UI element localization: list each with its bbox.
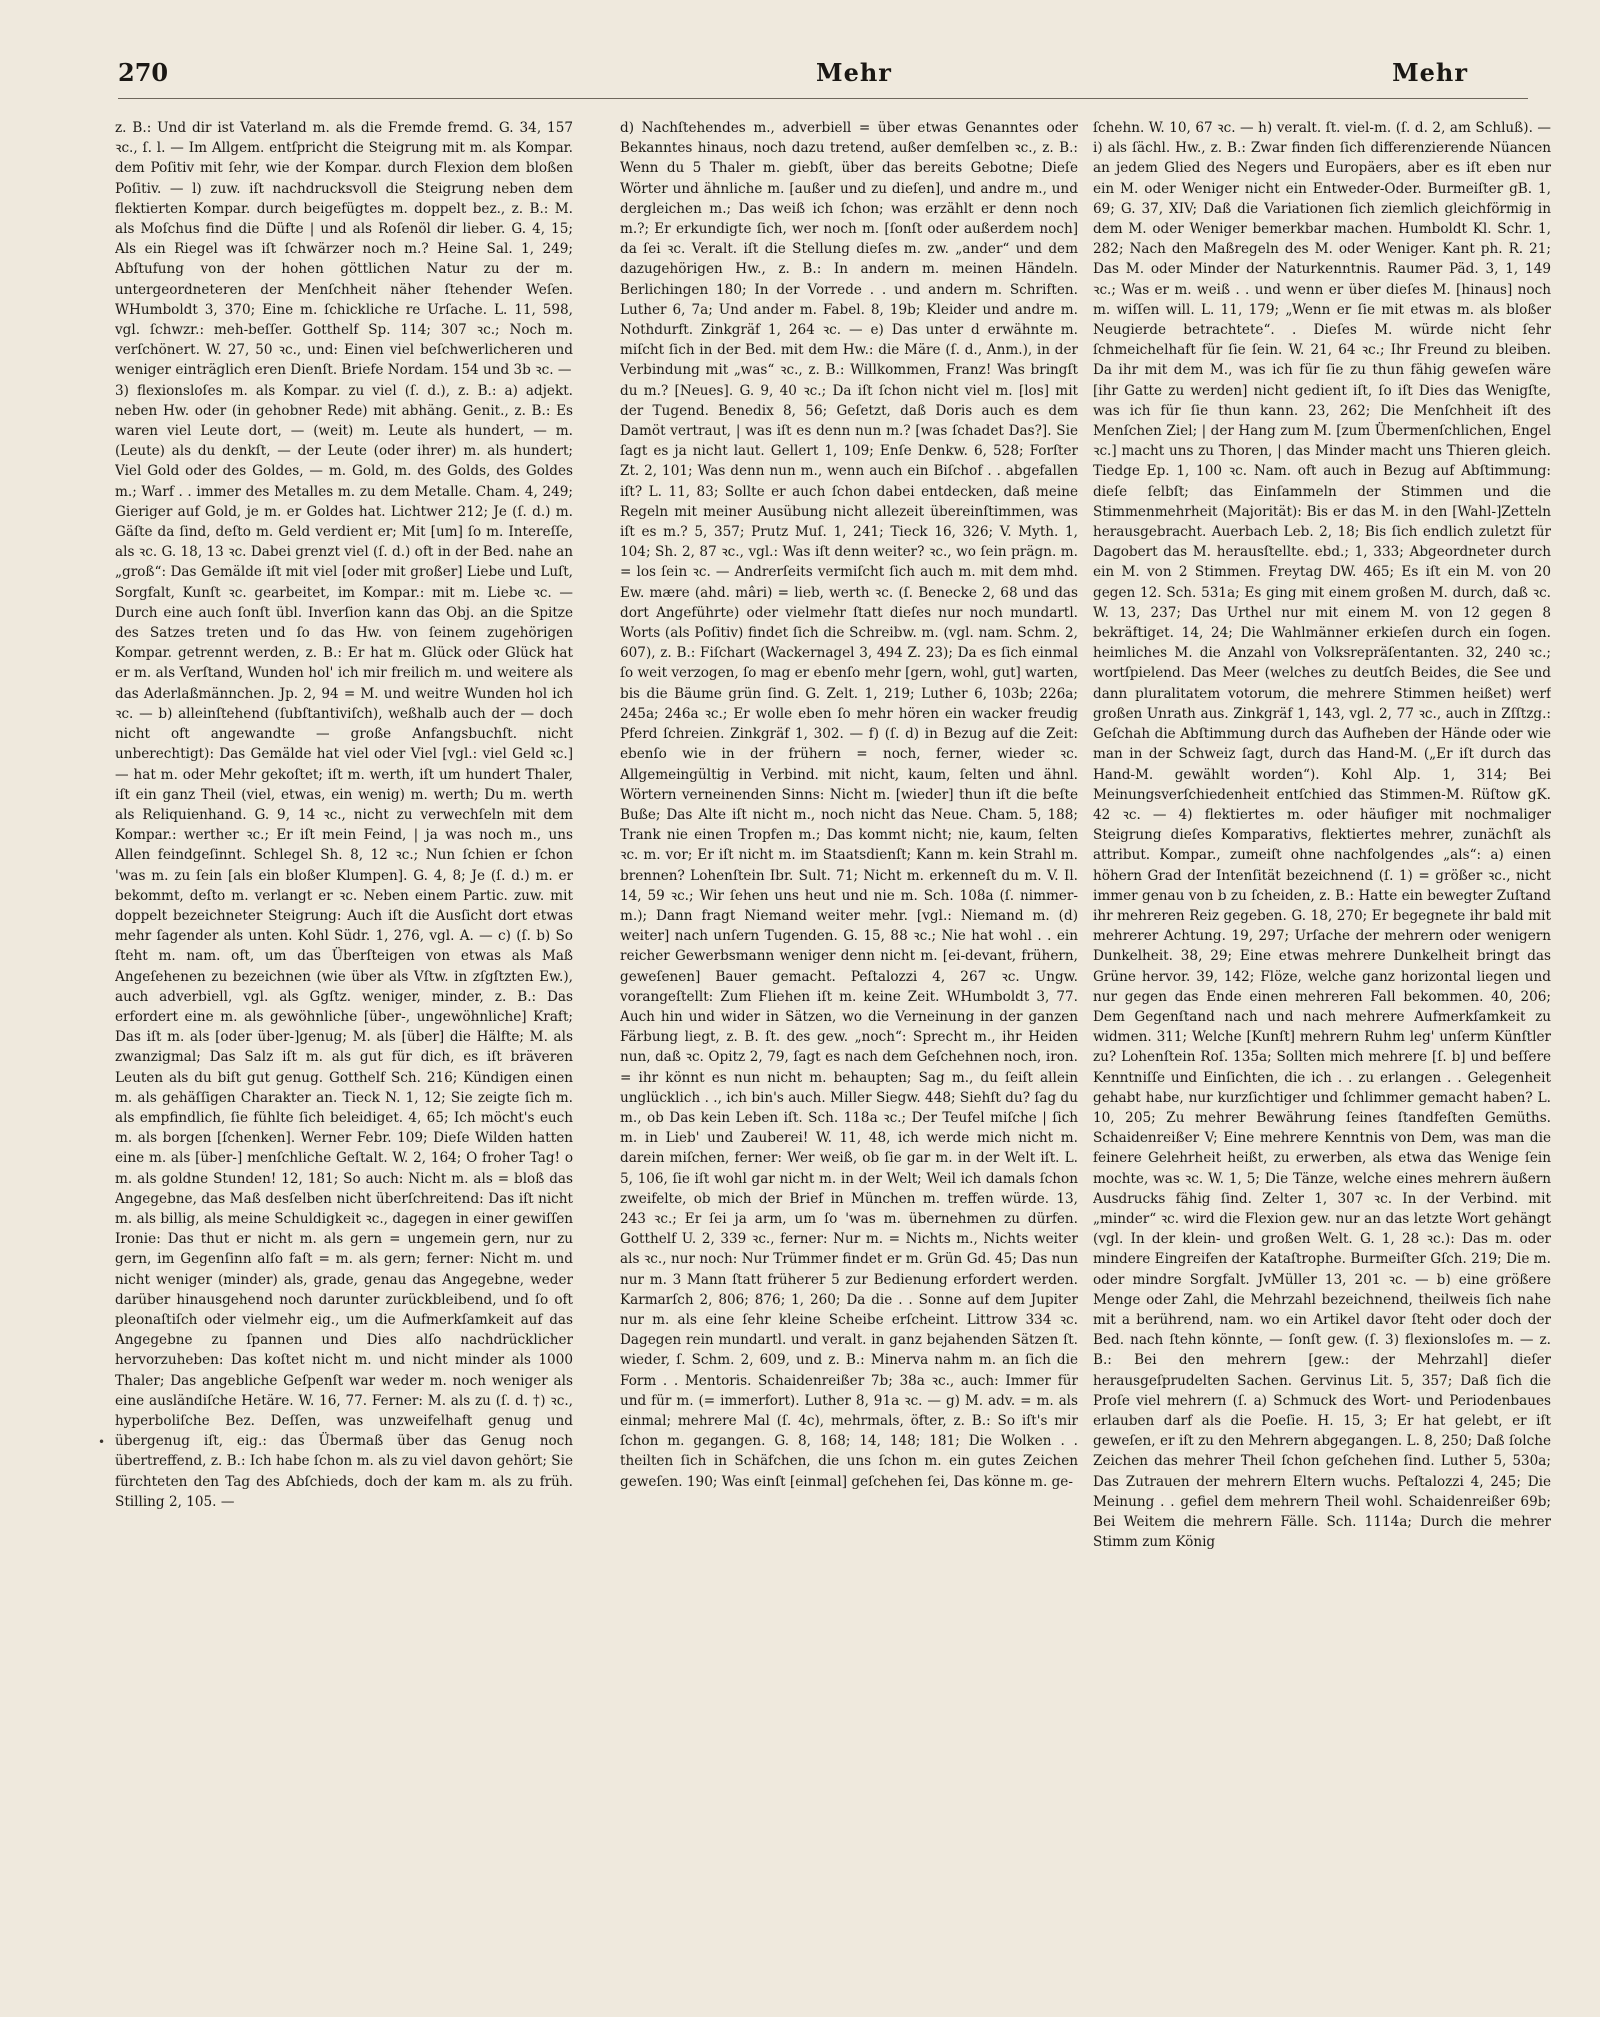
entry-paragraph: d) Nachſtehendes m., adverbiell = über etwas Genanntes oder Bekanntes hinaus, noch dazu tretend, außer demſelben ꝛc., z. B.: Wenn du 5 Thaler m. giebſt, über das bereits Gebotne; Dieſe Wörter und ähnliche m. [außer und zu dieſen], und andre m., und dergleichen m.; Das weiß ich ſchon; was erzählt er denn noch m.?; Er erkundigte ſich, wer noch m. [ſonſt oder außerdem noch] da ſei ꝛc. Veralt. iſt die Stellung dieſes m. zw. „ander“ und dem dazugehörigen Hw., z. B.: In andern m. meinen Händeln. Berlichingen 180; In der Vorrede . . und andern m. Schriften. Luther 6, 7a; Und ander m. Fabel. 8, 19b; Kleider und andre m. Nothdurft. Zinkgräf 1, 264 ꝛc. — e) Das unter d erwähnte m. miſcht ſich in der Bed. mit dem Hw.: die Märe (ſ. d., Anm.), in der Verbindung mit „was“ ꝛc., z. B.: Willkommen, Franz! Was bringſt du m.? [Neues]. G. 9, 40 ꝛc.; Da iſt ſchon nicht viel m. [los] mit der Tugend. Benedix 8, 56; Geſetzt, daß Doris auch es dem Damöt vertraut, | was iſt es denn nun m.? [was ſchadet Das?]. Sie ſagt es ja nicht laut. Gellert 1, 109; Enſe Denkw. 6, 528; Forſter Zt. 2, 101; Was denn nun m., wenn auch ein Biſchof . . abgefallen iſt? L. 11, 83; Sollte er auch ſchon dabei entdecken, daß meine Regeln mit meiner Ausübung nicht allezeit übereinſtimmen, was iſt es m.? 5, 357; Prutz Muſ. 1, 241; Tieck 16, 326; V. Myth. 1, 104; Sh. 2, 87 ꝛc., vgl.: Was iſt denn weiter? ꝛc., wo ſein prägn. m. = los ſein ꝛc. — Andrerſeits vermiſcht ſich auch m. mit dem mhd. Ew. mære (ahd. mâri) = lieb, werth ꝛc. (ſ. Benecke 2, 68 und das dort Angeführte) oder vielmehr ſtatt dieſes nur noch mundartl. Worts (als Poſitiv) findet ſich die Schreibw. m. (vgl. nam. Schm. 2, 607), z. B.: Fiſchart (Wackernagel 3, 494 Z. 23); Da es ſich einmal ſo weit verzogen, ſo mag er ebenſo mehr [gern, wohl, gut] warten, bis die Bäume grün ſind. G. Zelt. 1, 219; Luther 6, 103b; 226a; 245a; 246a ꝛc.; Er wolle eben ſo mehr hören ein wacker freudig Pferd ſchreien. Zinkgräf 1, 302. — f) (ſ. d) in Bezug auf die Zeit: ebenſo wie in der frühern = noch, ferner, wieder ꝛc. Allgemeingültig in Verbind. mit nicht, kaum, ſelten und ähnl. Wörtern verneinenden Sinns: Nicht m. [wieder] thun iſt die beſte Buße; Das Alte iſt nicht m., noch nicht das Neue. Cham. 5, 188; Trank nie einen Tropfen m.; Das kommt nicht; nie, kaum, ſelten ꝛc. m. vor; Er iſt nicht m. im Staatsdienſt; Kann m. kein Strahl m. brennen? Lohenſtein Ibr. Sult. 71; Nicht m. erkenneſt du m. V. Il. 14, 59 ꝛc.; Wir ſehen uns heut und nie m. Sch. 108a (ſ. nimmer-m.); Dann fragt Niemand weiter mehr. [vgl.: Niemand m. (d) weiter] nach unſern Tugenden. G. 15, 88 ꝛc.; Nie hat wohl . . ein reicher Gewerbsmann weniger denn nicht m. [ei-devant, frühern, geweſenen] Bauer gemacht. Peſtalozzi 4, 267 ꝛc. Ungw. vorangeſtellt: Zum Fliehen iſt m. keine Zeit. WHumboldt 3, 77. Auch hin und wider in Sätzen, wo die Verneinung in der ganzen Färbung liegt, z. B. ſt. des gew. „noch“: Sprecht m., ihr Heiden nun, daß ꝛc. Opitz 2, 79, ſagt es nach dem Geſchehnen noch, iron. = ihr könnt es nun nicht m. behaupten; Sag m., du ſeiſt allein unglücklich . ., ich bin's auch. Miller Siegw. 448; Siehſt du? ſag du m., ob Das kein Leben iſt. Sch. 118a ꝛc.; Der Teufel miſche | ſich m. in Lieb' und Zauberei! W. 11, 48, ich werde mich nicht m. darein miſchen, ferner: Wer weiß, ob ſie gar m. in der Welt iſt. L. 5, 106, ſie iſt wohl gar nicht m. in der Welt; Weil ich damals ſchon zweifelte, ob mich der Brief in München m. treffen würde. 13, 243 ꝛc.; Er ſei ja arm, um ſo 'was m. übernehmen zu dürfen. Gotthelf U. 2, 339 ꝛc., ferner: Nur m. = Nichts m., Nichts weiter als ꝛc., nur noch: Nur Trümmer findet er m. Grün Gd. 45; Das nun nur m. 3 Mann ſtatt früherer 5 zur Bedienung erfordert werden. Karmarſch 2, 806; 876; 1, 260; Da die . . Sonne auf dem Jupiter nur m. als eine ſehr kleine Scheibe erſcheint. Littrow 334 ꝛc. Dagegen rein mundartl. und veralt. in ganz bejahenden Sätzen ſt. wieder, ſ. Schm. 2, 609, und z. B.: Minerva nahm m. an ſich die Form . . Mentoris. Schaidenreißer 7b; 38a ꝛc., auch: Immer für und für m. (= immerfort). Luther 8, 91a ꝛc. — g) M. adv. = m. als einmal; mehrere Mal (ſ. 4c), mehrmals, öfter, z. B.: So iſt's mir ſchon m. gegangen. G. 8, 168; 14, 148; 181; Die Wolken . . theilten ſich in Schäfchen, die uns ſchon m. ein gutes Zeichen geweſen. 190; Was einſt [einmal] geſchehen ſei, Das könne m. ge- [620, 120, 1078, 1490]
text-column-right [1093, 118, 1551, 1988]
entry-paragraph: 3) flexionsloſes m. als Kompar. zu viel (ſ. d.), z. B.: a) adjekt. neben Hw. oder (in gehobner Rede) mit abhäng. Genit., z. B.: Es waren viel Leute dort, — (weit) m. Leute als hundert, — m. (Leute) als du denkſt, — der Leute (oder ihrer) m. als hundert; Viel Gold oder des Goldes, — m. Gold, m. des Golds, des Goldes m.; Warf . . immer des Metalles m. zu dem Metalle. Cham. 4, 249; Gieriger auf Gold, je m. er Goldes hat. Lichtwer 212; Je (ſ. d.) m. Gäſte da ſind, deſto m. Geld verdient er; Mit [um] ſo m. Intereſſe, als ꝛc. G. 18, 13 ꝛc. Dabei grenzt viel (ſ. d.) oft in der Bed. nahe an „groß“: Das Gemälde iſt mit viel [oder mit großer] Liebe und Luſt, Sorgfalt, Kunſt ꝛc. gearbeitet, im Kompar.: mit m. Liebe ꝛc. — Durch eine auch ſonſt übl. Inverſion kann das Obj. an die Spitze des Satzes treten und ſo das Hw. von ſeinem zugehörigen Kompar. getrennt werden, z. B.: Er hat m. Glück oder Glück hat er m. als Verſtand, Wunden hol' ich mir freilich m. und weitere als das Aderlaßmännchen. Jp. 2, 94 = M. und weitre Wunden hol ich ꝛc. — b) alleinſtehend (ſubſtantiviſch), weßhalb auch der — doch nicht oft angewandte — große Anfangsbuchſt. nicht unberechtigt): Das Gemälde hat viel oder Viel [vgl.: viel Geld ꝛc.] — hat m. oder Mehr gekoſtet; iſt m. werth, iſt um hundert Thaler, iſt ein ganz Theil (viel, etwas, ein wenig) m. werth; Du m. werth als Reliquienhand. G. 9, 14 ꝛc., nicht zu verwechſeln mit dem Kompar.: werther ꝛc.; Er iſt mein Feind, | ja was noch m., uns Allen feindgeſinnt. Schlegel Sh. 8, 12 ꝛc.; Nun ſchien er ſchon 'was m. zu ſein [als ein bloßer Klumpen]. G. 4, 8; Je (ſ. d.) m. er bekommt, deſto m. verlangt er ꝛc. Neben einem Partic. zuw. mit doppelt bezeichneter Steigrung: Auch iſt die Ausſicht dort etwas mehr ſagender als unten. Kohl Südr. 1, 276, vgl. A. — c) (ſ. b) So ſteht m. nam. oft, um das Überſteigen von etwas als Maß Angeſehenen zu bezeichnen (wie über als Vſtw. in zſgſtzten Ew.), auch adverbiell, vgl. als Ggſtz. weniger, minder, z. B.: Das erfordert eine m. als gewöhnliche [über-, ungewöhnliche] Kraft; Das iſt m. als [oder über-]genug; M. als [über] die Hälfte; M. als zwanzigmal; Das Salz iſt m. als gut für dich, es iſt bräveren Leuten als du biſt gut genug. Gotthelf Sch. 216; Kündigen einen m. als gehäſſigen Charakter an. Tieck N. 1, 12; Sie zeigte ſich m. als empfindlich, ſie fühlte ſich beleidiget. 4, 65; Ich möcht's euch m. als borgen [ſchenken]. Werner Febr. 109; Dieſe Wilden hatten eine m. als [über-] menſchliche Geſtalt. W. 2, 164; O froher Tag! o m. als goldne Stunden! 12, 181; So auch: Nicht m. als = bloß das Angegebne, das Maß desſelben nicht überſchreitend: Das iſt nicht m. als billig, als meine Schuldigkeit ꝛc., dagegen in einer gewiſſen Ironie: Das thut er nicht m. als gern = ungemein gern, nur zu gern, im Gegenſinn alſo faſt = m. als gern; ferner: Nicht m. und nicht weniger (minder) als, grade, genau das Angegebne, weder darüber hinausgehend noch darunter zurückbleibend, und ſo oft pleonaſtiſch oder vielmehr eig., um die Aufmerkſamkeit auf das Angegebne zu ſpannen und Dies alſo nachdrücklicher hervorzuheben: Das koſtet nicht m. und nicht minder als 1000 Thaler; Das angebliche Geſpenſt war weder m. noch weniger als eine ausländiſche Hetäre. W. 16, 77. Ferner: M. als zu (ſ. d. †) ꝛc., hyperboliſche Bez. Deſſen, was unzweifelhaft genug und übergenug iſt, eig.: das Übermaß über das Genug noch übertreffend, z. B.: Ich habe ſchon m. als zu viel davon gehört; Sie fürchteten den Tag des Abſchieds, doch der kam m. als zu früh. Stilling 2, 105. — [115, 382, 573, 1510]
entry-paragraph: ſchehn. W. 10, 67 ꝛc. — h) veralt. ſt. viel-m. (ſ. d. 2, am Schluß). — i) als ſächl. Hw., z. B.: Zwar finden ſich differenzierende Nüancen an jedem Glied des Negers und Europäers, aber es iſt eben nur ein M. oder Weniger nicht ein Entweder-Oder. Burmeiſter gB. 1, 69; G. 37, XIV; Daß die Variationen ſich ziemlich gleichförmig in dem M. oder Weniger bemerkbar machen. Humboldt Kl. Schr. 1, 282; Nach den Maßregeln des M. oder Weniger. Kant ph. R. 21; Das M. oder Minder der Naturkenntnis. Raumer Päd. 3, 1, 149 ꝛc.; Was er m. weiß . . und wenn er über dieſes M. [hinaus] noch m. wiſſen will. L. 11, 179; „Wenn er ſie mit etwas m. als bloßer Neugierde betrachtete“. . Dieſes M. würde nicht ſehr ſchmeichelhaft für ſie ſein. W. 21, 64 ꝛc.; Ihr Freund zu bleiben. Da ihr mit dem M., was ich für ſie zu thun fähig geweſen wäre [ihr Gatte zu werden] nicht gedient iſt, ſo iſt Dies das Wenigſte, was ich für ſie thun kann. 23, 262; Die Menſchheit iſt des Menſchen Ziel; | der Hang zum M. [zum Übermenſchlichen, Engel ꝛc.] macht uns zu Thoren, | das Minder macht uns Thieren gleich. Tiedge Ep. 1, 100 ꝛc. Nam. oft auch in Bezug auf Abſtimmung: dieſe ſelbſt; das Einſammeln der Stimmen und die Stimmenmehrheit (Majorität): Bis er das M. in den [Wahl-]Zetteln herausgebracht. Auerbach Leb. 2, 18; Bis ſich endlich zuletzt für Dagobert das M. herausſtellte. ebd.; 1, 333; Abgeordneter durch ein M. von 2 Stimmen. Freytag DW. 465; Es iſt ein M. von 20 gegen 12. Sch. 531a; Es ging mit einem großen M. durch, daß ꝛc. W. 13, 237; Das Urthel nur mit einem M. von 12 gegen 8 bekräftiget. 14, 24; Die Wahlmänner erkieſen durch ein ſogen. heimliches M. die Anzahl von Volksrepräſentanten. 32, 240 ꝛc.; wortſpielend. Das Meer (welches zu deutſch Beides, die See und dann pluralitatem votorum, die mehrere Stimmen heißet) werf großen Unrath aus. Zinkgräf 1, 143, vgl. 2, 77 ꝛc., auch in Zſſtzg.: Geſchah die Abſtimmung durch das Aufheben der Hände oder wie man in der Schweiz ſagt, durch das Hand-M. („Er iſt durch das Hand-M. gewählt worden“). Kohl Alp. 1, 314; Bei Meinungsverſchiedenheit entſchied das Stimmen-M. Rüſtow gK. 42 ꝛc. — 4) flektiertes m. oder häufiger mit nochmaliger Steigrung dieſes Komparativs, flektiertes mehrer, zunächſt als attribut. Kompar., zumeiſt ohne nachfolgendes „als“: a) einen höhern Grad der Intenſität bezeichnend (ſ. 1) = größer ꝛc., nicht immer genau von b zu ſcheiden, z. B.: Hatte ein bewegter Zuſtand ihr mehreren Reiz gegeben. G. 18, 270; Er begegnete ihr bald mit mehrerer Achtung. 19, 297; Urſache der mehrern oder wenigern Dunkelheit. 38, 29; Eine etwas mehrere Dunkelheit bringt das Grüne hervor. 39, 142; Flöze, welche ganz horizontal liegen und nur gegen das Ende einen mehreren Fall bekommen. 40, 206; Dem Gegenſtand nach und nach mehrere Aufmerkſamkeit zu widmen. 311; Welche [Kunſt] mehrern Ruhm leg' unſerm Künſtler zu? Lohenſtein Roſ. 135a; Sollten mich mehrere [ſ. b] und beſſere Kenntniſſe und Einſichten, die ich . . zu erlangen . . Gelegenheit gehabt habe, nur kurzſichtiger und ſchlimmer gemacht haben? L. 10, 205; Zu mehrer Bewährung ſeines ſtandfeſten Gemüths. Schaidenreißer V; Eine mehrere Kenntnis von Dem, was man die feinere Gelehrheit heißt, zu erwerben, als etwa das Wenige ſein mochte, was ꝛc. W. 1, 5; Die Tänze, welche eines mehrern äußern Ausdrucks fähig ſind. Zelter 1, 307 ꝛc. In der Verbind. mit „minder“ ꝛc. wird die Flexion gew. nur an das letzte Wort gehängt (vgl. In der klein- und großen Welt. G. 1, 28 ꝛc.): Das m. oder mindere Eingreifen der Kataſtrophe. Burmeiſter Gſch. 219; Die m. oder mindre Sorgfalt. JvMüller 13, 201 ꝛc. — b) eine größere Menge oder Zahl, die Mehrzahl bezeichnend, theilweis ſich nahe mit a berührend, nam. wo ein Artikel davor ſteht oder doch der Bed. nach ſtehn könnte, — ſonſt gew. (ſ. 3) flexionsloſes m. — z. B.: Bei den mehrern [gew.: der Mehrzahl] dieſer herausgeſprudelten Sachen. Gervinus Lit. 5, 357; Daß ſich die Proſe viel mehrern (ſ. a) Schmuck des Wort- und Periodenbaues erlauben darf als die Poeſie. H. 15, 3; Er hat gelebt, er iſt geweſen, er iſt zu den Mehrern abgegangen. L. 8, 250; Daß ſolche Zeichen das mehrer Theil ſchon geſchehen ſind. Luther 5, 530a; Das Zutrauen der mehrern Eltern wuchs. Peſtalozzi 4, 245; Die Meinung . . gefiel dem mehrern Theil wohl. Schaidenreißer 69b; Bei Weitem die mehrern Fälle. Sch. 1114a; Durch die mehrer Stimm zum König [1093, 120, 1551, 1551]
running-headword-center: Mehr [816, 58, 892, 87]
page-header [118, 58, 1528, 99]
text-column-left [115, 118, 573, 1988]
margin-mark: • [98, 1435, 106, 1449]
text-column-middle [620, 118, 1078, 1988]
entry-paragraph: z. B.: Und dir ist Vaterland m. als die Fremde fremd. G. 34, 157 ꝛc., ſ. l. — Im Allgem. entſpricht die Steigrung mit m. als Kompar. dem Poſitiv mit ſehr, wie der Kompar. durch Flexion dem bloßen Poſitiv. — l) zuw. iſt nachdrucksvoll die Steigrung neben dem flektierten Kompar. durch beigefügtes m. doppelt bez., z. B.: M. als Moſchus find die Düfte | und als Roſenöl dir lieber. G. 4, 15; Als ein Riegel was iſt ſchwärzer noch m.? Heine Sal. 1, 249; Abſtufung von der hohen göttlichen Natur zu der m. untergeordneteren der Menſchheit näher ſtehender Weſen. WHumboldt 3, 370; Eine m. ſchickliche re Urſache. L. 11, 598, vgl. ſchwzr.: meh-beſſer. Gotthelf Sp. 114; 307 ꝛc.; Noch m. verſchönert. W. 27, 50 ꝛc., und: Einen viel beſchwerlicheren und weniger einträglich eren Dienſt. Briefe Nordam. 154 und 3b ꝛc. — [115, 120, 573, 379]
running-headword-right: Mehr [1392, 58, 1468, 87]
page-number: 270 [118, 58, 169, 87]
